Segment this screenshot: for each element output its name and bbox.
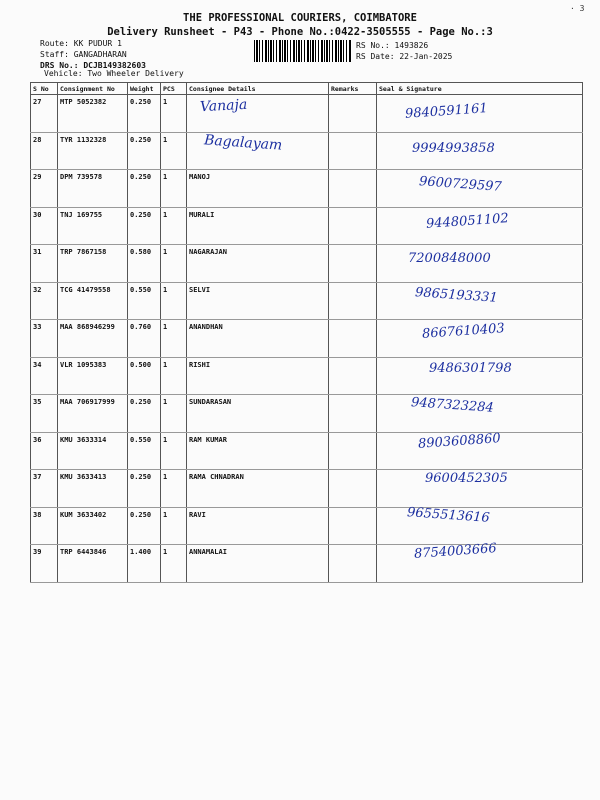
consignment-no: MAA 706917999 (58, 395, 128, 433)
weight: 0.250 (128, 507, 161, 545)
route: Route: KK PUDUR 1 (40, 39, 122, 48)
pcs: 1 (161, 357, 187, 395)
consignee: ANNAMALAI (187, 545, 329, 583)
consignee: RISHI (187, 357, 329, 395)
pcs: 1 (161, 395, 187, 433)
remarks (329, 320, 377, 358)
consignee: MANOJ (187, 170, 329, 208)
table-row (31, 132, 583, 170)
pcs: 1 (161, 470, 187, 508)
remarks (329, 507, 377, 545)
handwritten-signature: 9487323284 (410, 394, 495, 416)
col-signature: Seal & Signature (377, 83, 583, 95)
table-header (31, 83, 583, 95)
pcs: 1 (161, 320, 187, 358)
remarks (329, 357, 377, 395)
consignment-no: VLR 1095383 (58, 357, 128, 395)
consignee: RAM KUMAR (187, 432, 329, 470)
sno: 31 (31, 245, 58, 283)
pcs: 1 (161, 170, 187, 208)
consignee: RAMA CHNADRAN (187, 470, 329, 508)
consignment-no: MAA 868946299 (58, 320, 128, 358)
rs-info (356, 40, 452, 62)
consignee: MURALI (187, 207, 329, 245)
handwritten-signature: 9600729597 (418, 174, 503, 196)
consignee: SUNDARASAN (187, 395, 329, 433)
table-row (31, 395, 583, 433)
weight: 0.500 (128, 357, 161, 395)
remarks (329, 245, 377, 283)
col-weight: Weight (128, 83, 161, 95)
weight: 0.760 (128, 320, 161, 358)
pcs: 1 (161, 507, 187, 545)
consignment-no: DPM 739578 (58, 170, 128, 208)
table-row (31, 545, 583, 583)
consignment-no: KMU 3633314 (58, 432, 128, 470)
consignment-no: TRP 7867158 (58, 245, 128, 283)
sno: 33 (31, 320, 58, 358)
drs-number: DRS No.: DCJB149382603 (40, 61, 146, 70)
consignee: SELVI (187, 282, 329, 320)
remarks (329, 470, 377, 508)
handwritten-signature: 9655513616 (406, 504, 491, 526)
vehicle: Vehicle: Two Wheeler Delivery (44, 69, 184, 78)
handwritten-signature: 9600452305 (425, 471, 508, 486)
remarks (329, 170, 377, 208)
consignee: RAVI (187, 507, 329, 545)
weight: 0.250 (128, 470, 161, 508)
handwritten-signature: 9994993858 (412, 140, 495, 156)
consignee: NAGARAJAN (187, 245, 329, 283)
remarks (329, 395, 377, 433)
handwritten-consignee-name: Vanaja (199, 96, 248, 116)
handwritten-signature: 8903608860 (417, 431, 502, 453)
table-row (31, 282, 583, 320)
weight: 0.250 (128, 132, 161, 170)
pcs: 1 (161, 207, 187, 245)
weight: 0.250 (128, 207, 161, 245)
pcs: 1 (161, 432, 187, 470)
consignee: ANANDHAN (187, 320, 329, 358)
remarks (329, 207, 377, 245)
remarks (329, 132, 377, 170)
page-corner-mark: · 3 (570, 4, 585, 13)
table-row (31, 507, 583, 545)
weight: 0.250 (128, 95, 161, 133)
staff: Staff: GANGADHARAN (40, 50, 127, 59)
handwritten-signature: 8667610403 (421, 321, 506, 343)
col-consignment: Consignment No (58, 83, 128, 95)
col-sno: S No (31, 83, 58, 95)
runsheet-subtitle: Delivery Runsheet - P43 - Phone No.:0422-3505555 - Page No.:3 (107, 26, 493, 38)
consignment-no: TRP 6443846 (58, 545, 128, 583)
weight: 0.550 (128, 432, 161, 470)
consignment-no: TCG 41479558 (58, 282, 128, 320)
consignment-no: TNJ 169755 (58, 207, 128, 245)
sno: 30 (31, 207, 58, 245)
table-row (31, 95, 583, 133)
table-row (31, 245, 583, 283)
sno: 35 (31, 395, 58, 433)
pcs: 1 (161, 132, 187, 170)
sno: 28 (31, 132, 58, 170)
barcode (254, 40, 352, 62)
consignment-no: KMU 3633413 (58, 470, 128, 508)
handwritten-signature: 9448051102 (425, 211, 510, 232)
sno: 37 (31, 470, 58, 508)
remarks (329, 432, 377, 470)
weight: 0.580 (128, 245, 161, 283)
consignment-no: TYR 1132328 (58, 132, 128, 170)
handwritten-signature: 9865193331 (414, 284, 499, 306)
sno: 36 (31, 432, 58, 470)
handwritten-consignee-name: Bagalayam (203, 131, 283, 154)
sno: 32 (31, 282, 58, 320)
sno: 27 (31, 95, 58, 133)
remarks (329, 95, 377, 133)
route-info (40, 38, 146, 71)
weight: 0.550 (128, 282, 161, 320)
col-remarks: Remarks (329, 83, 377, 95)
weight: 1.400 (128, 545, 161, 583)
sno: 39 (31, 545, 58, 583)
handwritten-signature: 8754003666 (413, 541, 498, 563)
rs-number: RS No.: 1493826 (356, 41, 429, 50)
sno: 38 (31, 507, 58, 545)
consignment-no: MTP 5052382 (58, 95, 128, 133)
rs-date: RS Date: 22-Jan-2025 (356, 52, 453, 61)
weight: 0.250 (128, 395, 161, 433)
col-consignee: Consignee Details (187, 83, 329, 95)
remarks (329, 545, 377, 583)
weight: 0.250 (128, 170, 161, 208)
sno: 29 (31, 170, 58, 208)
pcs: 1 (161, 282, 187, 320)
handwritten-signature: 9840591161 (404, 101, 489, 122)
sno: 34 (31, 357, 58, 395)
consignment-no: KUM 3633402 (58, 507, 128, 545)
pcs: 1 (161, 245, 187, 283)
handwritten-signature: 7200848000 (408, 250, 491, 266)
handwritten-signature: 9486301798 (429, 360, 512, 376)
pcs: 1 (161, 545, 187, 583)
remarks (329, 282, 377, 320)
pcs: 1 (161, 95, 187, 133)
col-pcs: PCS (161, 83, 187, 95)
company-title: THE PROFESSIONAL COURIERS, COIMBATORE (183, 12, 417, 24)
